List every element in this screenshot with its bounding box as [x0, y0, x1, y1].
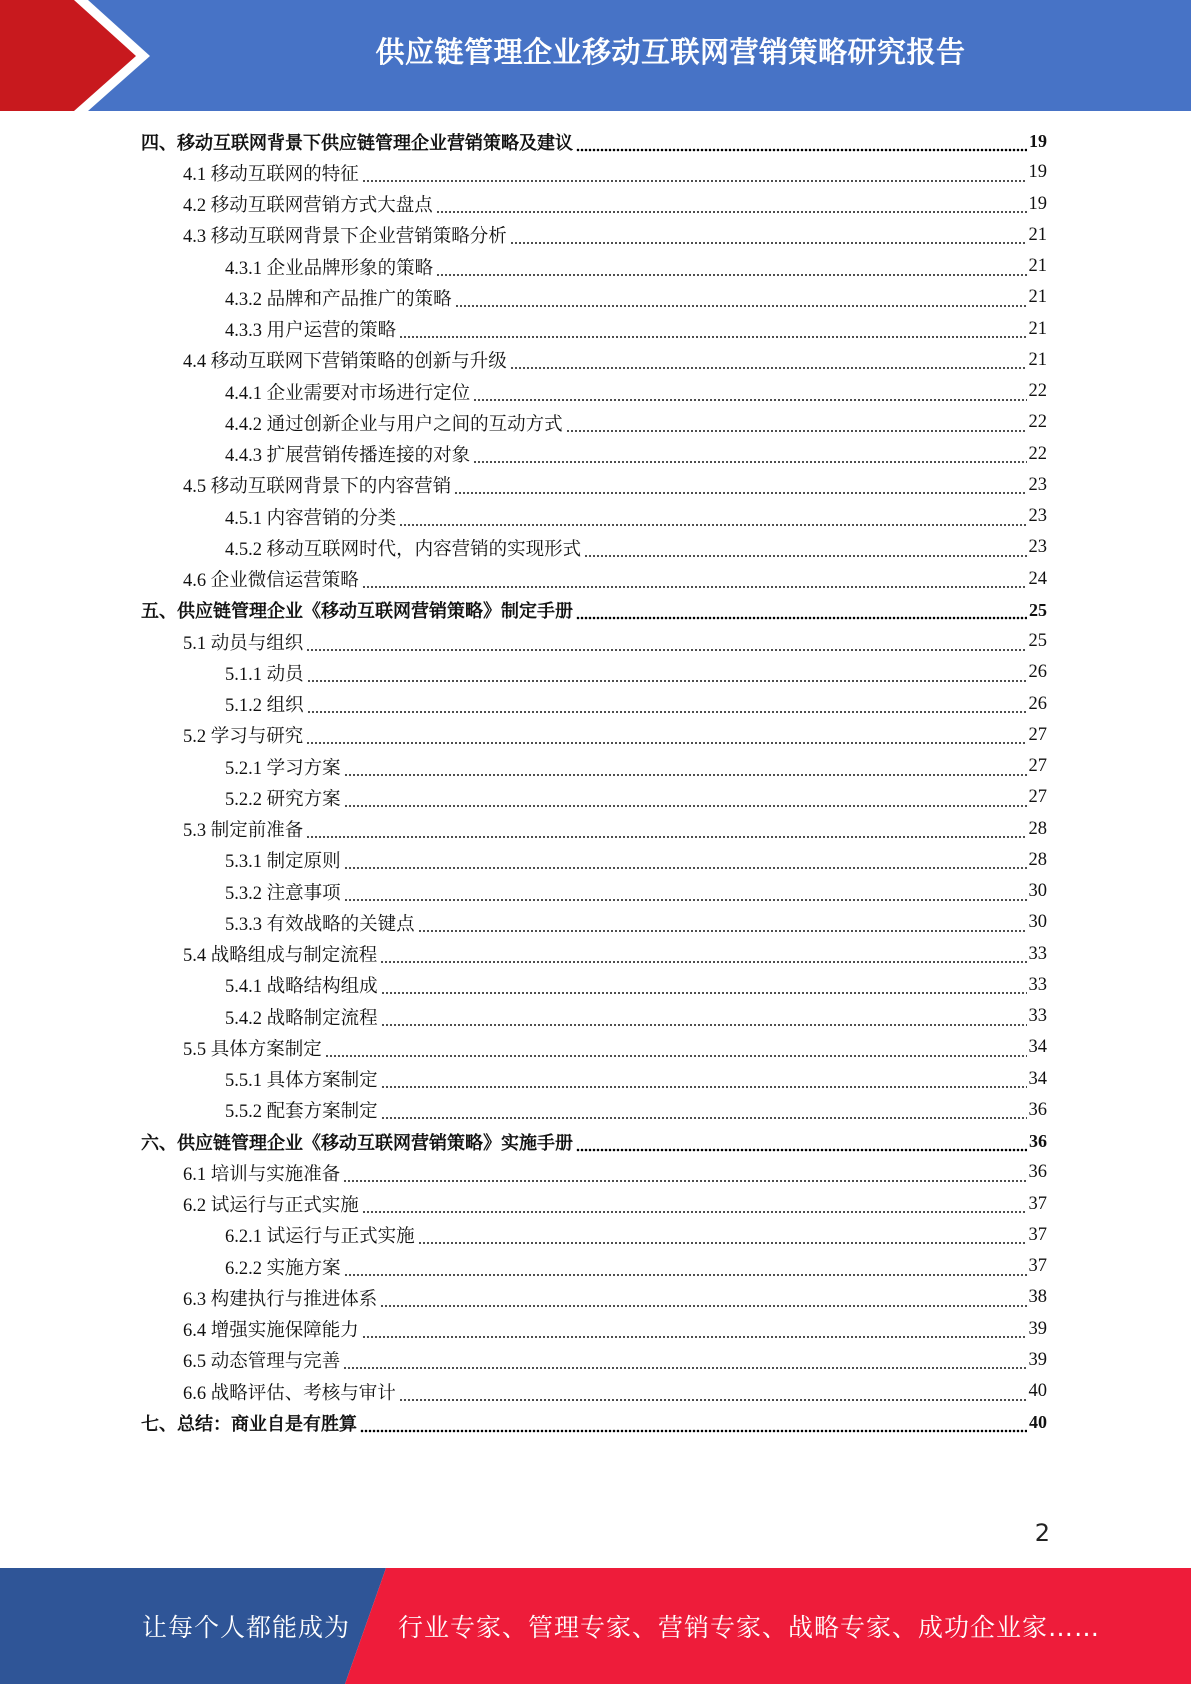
- toc-dot-leader: [344, 796, 1027, 808]
- toc-entry-page: 39: [1028, 1318, 1047, 1339]
- toc-dot-leader: [380, 952, 1026, 964]
- toc-entry[interactable]: [141, 282, 1047, 313]
- toc-entry-page: 24: [1028, 568, 1047, 589]
- toc-dot-leader: [381, 1108, 1027, 1120]
- toc-dot-leader: [381, 983, 1027, 995]
- toc-dot-leader: [360, 1421, 1027, 1433]
- toc-entry-title: 七、总结：商业自是有胜算: [141, 1413, 357, 1435]
- toc-entry[interactable]: [141, 970, 1047, 1001]
- toc-entry-title: 6.2.1 试运行与正式实施: [225, 1227, 415, 1248]
- toc-entry-page: 38: [1028, 1287, 1047, 1308]
- toc-entry-title: 4.3.1 企业品牌形象的策略: [225, 258, 434, 279]
- toc-entry-page: 27: [1028, 787, 1047, 808]
- toc-entry-title: 4.5 移动互联网背景下的内容营销: [183, 477, 452, 498]
- toc-entry[interactable]: [141, 189, 1047, 220]
- toc-entry[interactable]: [141, 907, 1047, 938]
- toc-entry-title: 5.1.1 动员: [225, 664, 304, 685]
- toc-entry-title: 5.1 动员与组织: [183, 633, 304, 654]
- toc-entry[interactable]: [141, 1126, 1047, 1157]
- toc-entry-page: 33: [1028, 1006, 1047, 1027]
- footer-slogan-right: 行业专家、管理专家、营销专家、战略专家、成功企业家……: [398, 1613, 1101, 1642]
- toc-entry-page: 23: [1028, 474, 1047, 495]
- toc-dot-leader: [418, 921, 1027, 933]
- toc-dot-leader: [343, 1358, 1026, 1370]
- toc-entry[interactable]: [141, 595, 1047, 626]
- toc-dot-leader: [454, 483, 1026, 495]
- toc-entry[interactable]: [141, 1189, 1047, 1220]
- toc-entry[interactable]: [141, 1095, 1047, 1126]
- toc-entry-page: 22: [1028, 381, 1047, 402]
- toc-entry-page: 27: [1028, 724, 1047, 745]
- toc-dot-leader: [362, 1327, 1027, 1339]
- toc-entry[interactable]: [141, 782, 1047, 813]
- red-arrow-icon: [0, 0, 160, 111]
- toc-entry-page: 23: [1028, 537, 1047, 558]
- toc-entry[interactable]: [141, 314, 1047, 345]
- toc-entry-title: 6.2.2 实施方案: [225, 1258, 341, 1279]
- toc-dot-leader: [455, 296, 1027, 308]
- toc-entry[interactable]: [141, 814, 1047, 845]
- toc-entry[interactable]: [141, 626, 1047, 657]
- toc-entry[interactable]: [141, 220, 1047, 251]
- toc-entry-title: 5.5.2 配套方案制定: [225, 1102, 378, 1123]
- toc-dot-leader: [306, 827, 1026, 839]
- toc-dot-leader: [436, 265, 1026, 277]
- toc-entry-title: 5.2.2 研究方案: [225, 789, 341, 810]
- toc-dot-leader: [325, 1046, 1027, 1058]
- toc-entry-title: 5.3.2 注意事项: [225, 883, 341, 904]
- toc-entry-title: 6.3 构建执行与推进体系: [183, 1289, 378, 1310]
- toc-entry-title: 4.6 企业微信运营策略: [183, 571, 359, 592]
- toc-dot-leader: [584, 546, 1026, 558]
- toc-entry[interactable]: [141, 1064, 1047, 1095]
- toc-dot-leader: [344, 858, 1027, 870]
- toc-entry[interactable]: [141, 939, 1047, 970]
- toc-entry-page: 19: [1029, 131, 1047, 152]
- toc-entry-page: 40: [1029, 1412, 1047, 1433]
- toc-entry[interactable]: [141, 407, 1047, 438]
- page-footer: [0, 1568, 1191, 1684]
- toc-entry[interactable]: [141, 751, 1047, 782]
- toc-entry-page: 27: [1028, 756, 1047, 777]
- toc-dot-leader: [380, 1296, 1026, 1308]
- toc-entry[interactable]: [141, 157, 1047, 188]
- toc-entry-title: 5.4.1 战略结构组成: [225, 977, 378, 998]
- toc-entry-title: 4.1 移动互联网的特征: [183, 164, 359, 185]
- toc-entry[interactable]: [141, 1001, 1047, 1032]
- toc-entry-page: 26: [1028, 662, 1047, 683]
- toc-entry-page: 26: [1028, 693, 1047, 714]
- toc-dot-leader: [576, 1140, 1027, 1152]
- toc-entry-title: 4.3.3 用户运营的策略: [225, 321, 397, 342]
- toc-entry-title: 4.5.2 移动互联网时代，内容营销的实现形式: [225, 539, 582, 560]
- toc-dot-leader: [306, 733, 1026, 745]
- toc-entry-page: 40: [1028, 1381, 1047, 1402]
- toc-entry-page: 30: [1028, 912, 1047, 933]
- toc-entry-page: 19: [1028, 162, 1047, 183]
- toc-entry-title: 4.4.2 通过创新企业与用户之间的互动方式: [225, 414, 563, 435]
- toc-entry-page: 37: [1028, 1224, 1047, 1245]
- toc-entry[interactable]: [141, 1376, 1047, 1407]
- toc-entry-title: 4.4.3 扩展营销传播连接的对象: [225, 446, 471, 467]
- toc-entry-title: 4.3.2 品牌和产品推广的策略: [225, 289, 452, 310]
- toc-entry[interactable]: [141, 1314, 1047, 1345]
- toc-dot-leader: [418, 1233, 1027, 1245]
- toc-dot-leader: [510, 358, 1027, 370]
- toc-dot-leader: [307, 702, 1027, 714]
- toc-entry-page: 21: [1028, 224, 1047, 245]
- toc-dot-leader: [381, 1077, 1027, 1089]
- toc-entry-title: 6.4 增强实施保障能力: [183, 1321, 359, 1342]
- toc-entry-title: 5.3.3 有效战略的关键点: [225, 914, 415, 935]
- toc-entry[interactable]: [141, 532, 1047, 563]
- toc-entry-title: 5.3 制定前准备: [183, 821, 304, 842]
- toc-entry-page: 33: [1028, 974, 1047, 995]
- toc-dot-leader: [473, 452, 1026, 464]
- toc-entry-page: 22: [1028, 443, 1047, 464]
- toc-entry-title: 五、供应链管理企业《移动互联网营销策略》制定手册: [141, 601, 573, 623]
- toc-entry-title: 4.4.1 企业需要对市场进行定位: [225, 383, 471, 404]
- toc-dot-leader: [362, 171, 1027, 183]
- toc-dot-leader: [344, 890, 1027, 902]
- toc-entry-page: 34: [1028, 1037, 1047, 1058]
- toc-entry-page: 25: [1028, 631, 1047, 652]
- toc-entry-page: 28: [1028, 849, 1047, 870]
- toc-entry[interactable]: [141, 501, 1047, 532]
- toc-dot-leader: [306, 640, 1026, 652]
- document-title: 供应链管理企业移动互联网营销策略研究报告: [375, 34, 966, 69]
- toc-entry[interactable]: [141, 689, 1047, 720]
- toc-entry[interactable]: [141, 564, 1047, 595]
- toc-entry-page: 21: [1028, 318, 1047, 339]
- toc-dot-leader: [576, 140, 1027, 152]
- toc-dot-leader: [344, 765, 1027, 777]
- toc-entry-title: 5.3.1 制定原则: [225, 852, 341, 873]
- toc-entry-title: 5.5 具体方案制定: [183, 1039, 322, 1060]
- toc-entry-page: 21: [1028, 287, 1047, 308]
- toc-entry-page: 23: [1028, 506, 1047, 527]
- toc-dot-leader: [343, 1171, 1026, 1183]
- toc-entry-title: 6.5 动态管理与完善: [183, 1352, 341, 1373]
- toc-entry-page: 25: [1029, 599, 1047, 620]
- toc-dot-leader: [362, 577, 1027, 589]
- toc-entry[interactable]: [141, 720, 1047, 751]
- toc-entry-page: 22: [1028, 412, 1047, 433]
- toc-entry[interactable]: [141, 251, 1047, 282]
- toc-entry-title: 4.5.1 内容营销的分类: [225, 508, 397, 529]
- toc-entry-title: 5.4.2 战略制定流程: [225, 1008, 378, 1029]
- toc-entry-title: 4.4 移动互联网下营销策略的创新与升级: [183, 352, 507, 373]
- toc-entry-page: 36: [1028, 1099, 1047, 1120]
- toc-entry-title: 6.1 培训与实施准备: [183, 1164, 341, 1185]
- toc-entry[interactable]: [141, 126, 1047, 157]
- toc-entry-title: 六、供应链管理企业《移动互联网营销策略》实施手册: [141, 1132, 573, 1154]
- toc-entry-page: 36: [1029, 1131, 1047, 1152]
- toc-entry-title: 5.1.2 组织: [225, 696, 304, 717]
- toc-dot-leader: [399, 515, 1026, 527]
- toc-entry-title: 5.2.1 学习方案: [225, 758, 341, 779]
- toc-entry-title: 四、移动互联网背景下供应链管理企业营销策略及建议: [141, 132, 573, 154]
- toc-entry-title: 5.5.1 具体方案制定: [225, 1071, 378, 1092]
- toc-entry-page: 34: [1028, 1068, 1047, 1089]
- toc-dot-leader: [307, 671, 1027, 683]
- toc-dot-leader: [399, 327, 1026, 339]
- toc-entry-page: 21: [1028, 349, 1047, 370]
- toc-entry-page: 39: [1028, 1349, 1047, 1370]
- toc-entry-page: 28: [1028, 818, 1047, 839]
- toc-entry[interactable]: [141, 470, 1047, 501]
- toc-entry-title: 4.2 移动互联网营销方式大盘点: [183, 196, 433, 217]
- toc-entry-page: 37: [1028, 1256, 1047, 1277]
- toc-entry[interactable]: [141, 1251, 1047, 1282]
- toc-entry-page: 19: [1028, 193, 1047, 214]
- toc-entry-page: 33: [1028, 943, 1047, 964]
- toc-entry-title: 6.6 战略评估、考核与审计: [183, 1383, 396, 1404]
- toc-entry[interactable]: [141, 1220, 1047, 1251]
- toc-entry-title: 4.3 移动互联网背景下企业营销策略分析: [183, 227, 507, 248]
- table-of-contents: [141, 126, 1047, 1439]
- toc-dot-leader: [344, 1265, 1027, 1277]
- toc-dot-leader: [566, 421, 1027, 433]
- toc-entry[interactable]: [141, 657, 1047, 688]
- toc-entry[interactable]: [141, 1032, 1047, 1063]
- toc-dot-leader: [436, 202, 1027, 214]
- toc-entry[interactable]: [141, 1282, 1047, 1313]
- toc-entry[interactable]: [141, 1345, 1047, 1376]
- toc-entry-title: 5.2 学习与研究: [183, 727, 304, 748]
- toc-entry[interactable]: [141, 1157, 1047, 1188]
- toc-dot-leader: [381, 1015, 1027, 1027]
- toc-entry-page: 37: [1028, 1193, 1047, 1214]
- footer-slogan-left: 让每个人都能成为: [142, 1613, 351, 1642]
- toc-entry-page: 21: [1028, 256, 1047, 277]
- toc-dot-leader: [399, 1390, 1027, 1402]
- page-number: 2: [1034, 1519, 1050, 1547]
- toc-entry[interactable]: [141, 876, 1047, 907]
- toc-entry-title: 6.2 试运行与正式实施: [183, 1196, 359, 1217]
- toc-entry[interactable]: [141, 845, 1047, 876]
- toc-dot-leader: [473, 390, 1026, 402]
- toc-entry-title: 5.4 战略组成与制定流程: [183, 946, 378, 967]
- toc-entry[interactable]: [141, 439, 1047, 470]
- toc-entry[interactable]: [141, 345, 1047, 376]
- page-header: [0, 0, 1191, 111]
- toc-entry-page: 30: [1028, 881, 1047, 902]
- toc-entry[interactable]: [141, 376, 1047, 407]
- toc-dot-leader: [576, 608, 1027, 620]
- toc-dot-leader: [510, 233, 1027, 245]
- toc-dot-leader: [362, 1202, 1027, 1214]
- toc-entry-page: 36: [1028, 1162, 1047, 1183]
- toc-entry[interactable]: [141, 1407, 1047, 1438]
